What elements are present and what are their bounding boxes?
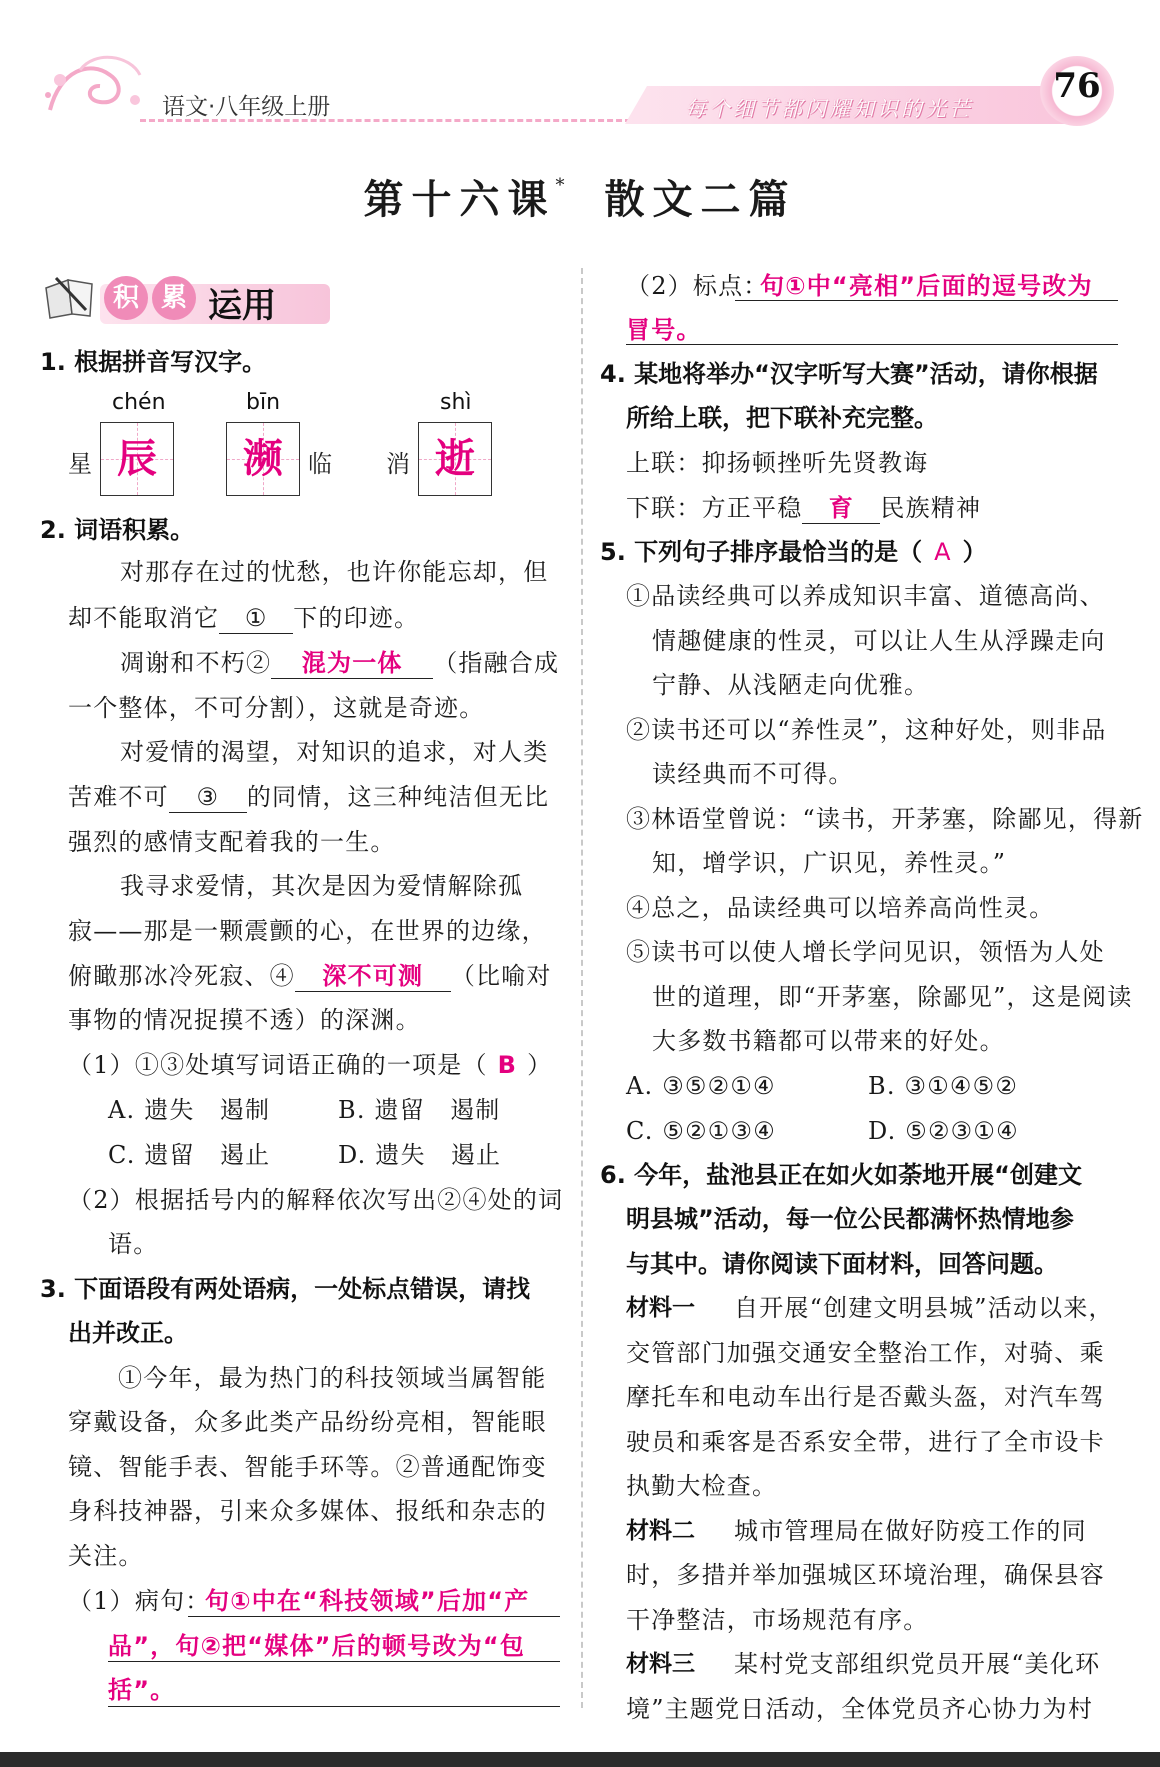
- material-2-label: 材料二: [626, 1518, 695, 1544]
- text-span: 下联：方正平稳: [626, 494, 803, 522]
- floral-ornament: [40, 50, 150, 120]
- char-box-1: [100, 422, 174, 496]
- q3-sub1-answer: 句①中在“科技领域”后加“产: [205, 1587, 530, 1615]
- q5-line: 知，增学识，广识见，养性灵。”: [652, 849, 1007, 877]
- q2-text-line: [68, 775, 549, 820]
- book-pen-icon: [42, 274, 100, 320]
- material-1-line: 自开展“创建文明县城”活动以来，: [734, 1294, 1114, 1322]
- q2-text-line: 对那存在过的忧愁，也许你能忘却，但: [120, 558, 549, 586]
- answer-4: 深不可测: [295, 961, 451, 992]
- material-2-line: 时，多措并举加强城区环境治理，确保县容: [626, 1561, 1105, 1589]
- q2-text-line: 对爱情的渴望，对知识的追求，对人类: [120, 738, 549, 766]
- material-1-line: 执勤大检查。: [626, 1472, 778, 1500]
- text-span: ）: [527, 1051, 553, 1079]
- q5-line: ①品读经典可以养成知识丰富、道德高尚、: [626, 582, 1105, 610]
- section-title-rest: 运用: [208, 286, 276, 326]
- q3-text-line: ①今年，最为热门的科技领域当属智能: [118, 1364, 547, 1392]
- material-1-label: 材料一: [626, 1295, 695, 1321]
- q5-answer: A: [934, 538, 951, 566]
- header-dashed-line: [140, 119, 640, 122]
- text-span: 下的印迹。: [293, 604, 420, 632]
- answer-line: [188, 1616, 560, 1617]
- lesson-number: 第十六课: [363, 176, 556, 223]
- section-heading: [40, 268, 300, 328]
- q4-answer: 育: [802, 493, 880, 524]
- text-span: （1）①③处填写词语正确的一项是（: [68, 1051, 488, 1079]
- q6-prompt: 明县城”活动，每一位公民都满怀热情地参: [626, 1205, 1074, 1233]
- column-divider: [581, 268, 583, 1708]
- lesson-title: [0, 168, 1160, 225]
- q5-line: ④总之，品读经典可以培养高尚性灵。: [626, 894, 1055, 922]
- q5-line: 宁静、从浅陋走向优雅。: [652, 671, 930, 699]
- material-3-line: 境”主题党日活动，全体党员齐心协力为村: [626, 1695, 1094, 1723]
- page-number: 76: [1053, 66, 1101, 106]
- q3-text-line: 身科技神器，引来众多媒体、报纸和杂志的: [68, 1497, 547, 1525]
- q4-upper-couplet: 上联：抑扬顿挫听先贤教诲: [626, 449, 929, 477]
- q5-option-a: A. ③⑤②①④: [626, 1072, 776, 1100]
- q2-prompt: 2. 词语积累。: [40, 516, 195, 544]
- q5-option-b: B. ③①④⑤②: [868, 1072, 1019, 1100]
- material-2-line: 干净整洁，市场规范有序。: [626, 1606, 929, 1634]
- answer-line: [108, 1661, 560, 1662]
- q2-text-line: 一个整体，不可分割），这就是奇迹。: [68, 694, 485, 722]
- q4-prompt: 所给上联，把下联补充完整。: [626, 404, 938, 432]
- text-span: 的同情，这三种纯洁但无比: [246, 783, 550, 811]
- text-span: 却不能取消它: [68, 604, 220, 632]
- pinyin-3: shì: [440, 390, 472, 415]
- q4-lower-couplet: [626, 486, 981, 531]
- header-motto: 每个细节都闪耀知识的光芒: [685, 97, 973, 121]
- q2-text-line: 寂——那是一颗震颤的心，在世界的边缘，: [68, 917, 547, 945]
- q3-prompt: 出并改正。: [68, 1319, 188, 1347]
- q3-prompt: 3. 下面语段有两处语病，一处标点错误，请找: [40, 1275, 531, 1303]
- material-2-line: 城市管理局在做好防疫工作的同: [734, 1517, 1087, 1545]
- q1-char-before-1: 星: [68, 450, 92, 478]
- bottom-edge-bar: [0, 1752, 1160, 1767]
- q5-prompt: [600, 530, 987, 574]
- q3-text-line: 关注。: [68, 1542, 144, 1570]
- answer-char-2: 濒: [243, 436, 283, 482]
- answer-char-1: 辰: [117, 436, 157, 482]
- q5-option-d: D. ⑤②③①④: [868, 1117, 1019, 1145]
- blank-3: ③: [169, 782, 247, 813]
- answer-line: [626, 344, 1118, 345]
- q3-text-line: 穿戴设备，众多此类产品纷纷亮相，智能眼: [68, 1408, 547, 1436]
- q5-line: ③林语堂曾说：“读书，开茅塞，除鄙见，得新: [626, 805, 1144, 833]
- pinyin-2: bīn: [246, 390, 281, 415]
- text-span: 5. 下列句子排序最恰当的是（: [600, 538, 923, 566]
- q3-text-line: 镜、智能手表、智能手环等。②普通配饰变: [68, 1453, 547, 1481]
- q1-prompt: 1. 根据拼音写汉字。: [40, 348, 267, 376]
- answer-sub1: B: [497, 1051, 518, 1079]
- book-subject: 语文·八年级上册: [162, 94, 331, 120]
- q2-text-line: 强烈的感情支配着我的一生。: [68, 828, 396, 856]
- q5-line: 读经典而不可得。: [652, 760, 854, 788]
- answer-2: 混为一体: [271, 648, 433, 679]
- q2-sub1: [68, 1043, 552, 1088]
- q2-option-b: B. 遗留 遏制: [338, 1096, 501, 1124]
- q2-option-a: A. 遗失 遏制: [108, 1096, 271, 1124]
- q2-option-c: C. 遗留 遏止: [108, 1141, 271, 1169]
- q3-sub1-answer: 括”。: [108, 1676, 176, 1704]
- q5-line: ②读书还可以“养性灵”，这种好处，则非品: [626, 716, 1107, 744]
- q5-line: 大多数书籍都可以带来的好处。: [652, 1027, 1005, 1055]
- q3-sub2-answer: 冒号。: [626, 316, 702, 344]
- text-span: ）: [962, 538, 987, 566]
- q2-sub2: 语。: [108, 1230, 159, 1258]
- lesson-name: 散文二篇: [604, 176, 797, 223]
- section-char-lei: 累: [152, 276, 196, 320]
- q3-sub1-answer: 品”，句②把“媒体”后的顿号改为“包: [108, 1632, 526, 1660]
- q5-option-c: C. ⑤②①③④: [626, 1117, 776, 1145]
- q2-text-line: [68, 954, 552, 999]
- text-span: 俯瞰那冰冷死寂、④: [68, 962, 295, 990]
- q1-char-before-3: 消: [386, 450, 410, 478]
- material-1-line: 摩托车和电动车出行是否戴头盔，对汽车驾: [626, 1383, 1105, 1411]
- material-3-label: 材料三: [626, 1651, 695, 1677]
- material-1-line: 驶员和乘客是否系安全带，进行了全市设卡: [626, 1428, 1105, 1456]
- q2-option-d: D. 遗失 遏止: [338, 1141, 502, 1169]
- q3-sub1-label: （1）病句：: [68, 1587, 211, 1615]
- q2-sub2: （2）根据括号内的解释依次写出②④处的词: [68, 1186, 564, 1214]
- blank-1: ①: [219, 603, 293, 634]
- material-1-line: 交管部门加强交通安全整治工作，对骑、乘: [626, 1339, 1105, 1367]
- answer-line: [735, 300, 1118, 301]
- text-span: （比喻对: [450, 962, 552, 990]
- text-span: 凋谢和不朽②: [120, 649, 272, 677]
- answer-line: [108, 1706, 560, 1707]
- answer-char-3: 逝: [435, 436, 475, 482]
- q5-line: ⑤读书可以使人增长学问见识，领悟为人处: [626, 938, 1105, 966]
- q2-text-line: [68, 596, 419, 641]
- material-3-line: 某村党支部组织党员开展“美化环: [734, 1650, 1101, 1678]
- q5-line: 情趣健康的性灵，可以让人生从浮躁走向: [652, 627, 1106, 655]
- q2-text-line: 我寻求爱情，其次是因为爱情解除孤: [120, 872, 524, 900]
- q6-prompt: 6. 今年，盐池县正在如火如荼地开展“创建文: [600, 1161, 1082, 1189]
- pinyin-1: chén: [112, 390, 166, 415]
- char-box-2: [226, 422, 300, 496]
- q2-text-line: [120, 641, 559, 686]
- text-span: 苦难不可: [68, 783, 169, 811]
- section-char-ji: 积: [104, 276, 148, 320]
- q2-text-line: 事物的情况捉摸不透）的深渊。: [68, 1006, 421, 1034]
- char-box-3: [418, 422, 492, 496]
- text-span: （指融合成: [433, 649, 560, 677]
- q1-char-after-2: 临: [308, 450, 332, 478]
- q6-prompt: 与其中。请你阅读下面材料，回答问题。: [626, 1250, 1058, 1278]
- q4-prompt: 4. 某地将举办“汉字听写大赛”活动，请你根据: [600, 360, 1098, 388]
- q3-sub2-label: （2）标点：: [626, 272, 769, 300]
- q5-line: 世的道理，即“开茅塞，除鄙见”，这是阅读: [652, 983, 1133, 1011]
- lesson-mark: *: [555, 175, 565, 196]
- text-span: 民族精神: [880, 494, 982, 522]
- q3-sub2-answer: 句①中“亮相”后面的逗号改为: [760, 272, 1093, 300]
